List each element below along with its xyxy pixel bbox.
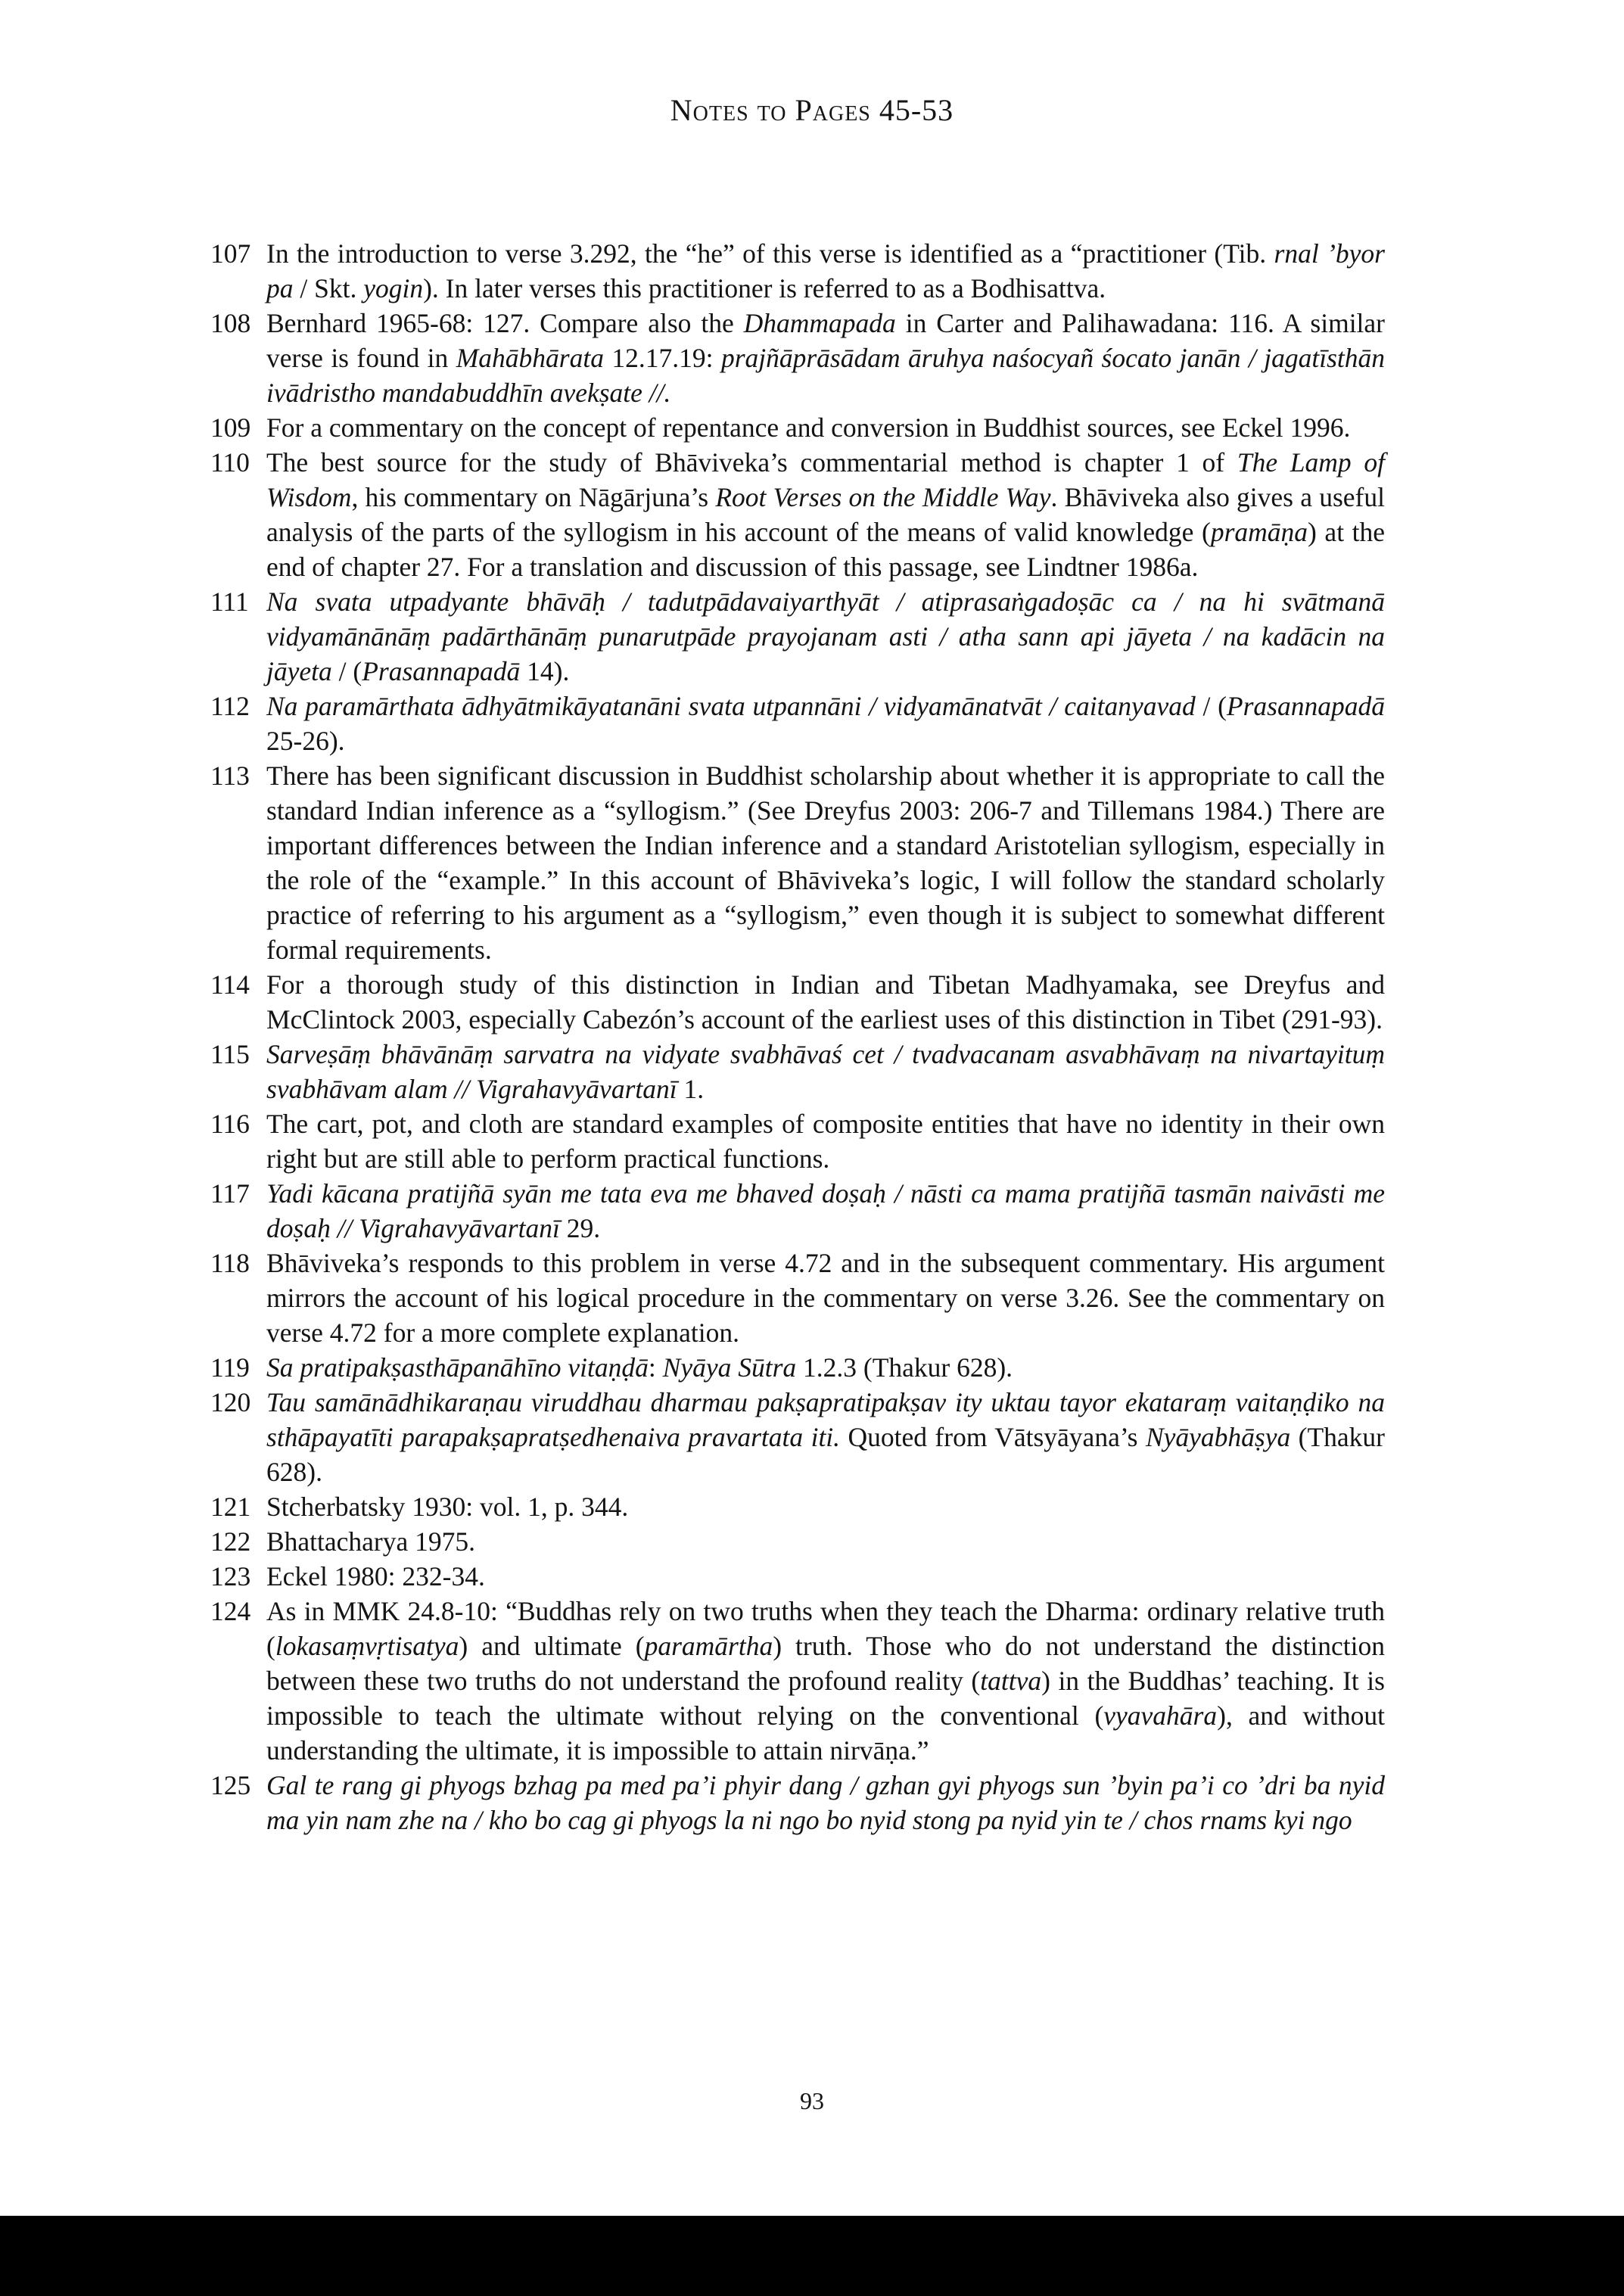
endnote-113 (210, 758, 1385, 967)
endnote-text: Sarveṣāṃ bhāvānāṃ sarvatra na vidyate svabhāvaś cet / tvadvacanam asvabhāvaṃ na nivartayituṃ svabhāvam alam // Vigrahavyāvartanī 1. (266, 1039, 1385, 1104)
endnote-110 (210, 445, 1385, 584)
endnote-text: Na paramārthata ādhyātmikāyatanāni svata utpannāni / vidyamānatvāt / caitanyavad / (Prasannapadā 25-26). (266, 691, 1385, 756)
endnote-text: The best source for the study of Bhāviveka’s commentarial method is chapter 1 of The Lamp of Wisdom, his commentary on Nāgārjuna’s Root Verses on the Middle Way. Bhāviveka also gives a useful analysis of the parts of the syllogism in his account of the means of valid knowledge (pramāṇa) at the end of chapter 27. For a translation and discussion of this passage, see Lindtner 1986a. (266, 447, 1386, 582)
endnote-108 (210, 306, 1385, 410)
endnote-number: 117 (210, 1178, 250, 1209)
endnote-number: 119 (210, 1352, 250, 1383)
endnote-118 (210, 1246, 1385, 1350)
endnote-text: The cart, pot, and cloth are standard examples of composite entities that have no identity in their own right but are still able to perform practical functions. (266, 1109, 1385, 1174)
endnote-number: 108 (210, 308, 251, 338)
endnote-text: As in MMK 24.8-10: “Buddhas rely on two truths when they teach the Dharma: ordinary relative truth (lokasaṃvṛtisatya) and ultimate (paramārtha) truth. Those who do not understand the distinction between these two truths do not understand the profound reality (tattva) in the Buddhas’ teaching. It is impossible to teach the ultimate without relying on the conventional (vyavahāra), and without understanding the ultimate, it is impossible to attain nirvāṇa.” (266, 1596, 1385, 1766)
endnote-number: 110 (210, 447, 250, 478)
endnote-number: 122 (210, 1526, 251, 1557)
endnote-109 (210, 410, 1385, 445)
endnote-number: 113 (210, 761, 250, 791)
endnote-number: 123 (210, 1561, 251, 1591)
page-number: 93 (800, 2087, 824, 2114)
endnote-text: Bernhard 1965-68: 127. Compare also the Dhammapada in Carter and Palihawadana: 116. A similar verse is found in Mahābhārata 12.17.19: prajñāprāsādam āruhya naśocyañ śocato janān / jagatīsthān ivādristho mandabuddhīn avekṣate //. (266, 308, 1386, 408)
endnote-124 (210, 1594, 1385, 1768)
endnote-text: Sa pratipakṣasthāpanāhīno vitaṇḍā: Nyāya Sūtra 1.2.3 (Thakur 628). (266, 1352, 1013, 1383)
endnote-119 (210, 1350, 1385, 1385)
endnote-number: 114 (210, 969, 250, 1000)
endnote-121 (210, 1489, 1385, 1524)
endnote-number: 118 (210, 1248, 250, 1278)
endnote-number: 125 (210, 1770, 251, 1800)
endnote-107 (210, 236, 1385, 306)
endnote-number: 124 (210, 1596, 251, 1626)
endnote-number: 111 (210, 586, 249, 617)
endnote-number: 120 (210, 1387, 251, 1417)
endnote-text: Eckel 1980: 232-34. (266, 1561, 485, 1591)
endnote-115 (210, 1037, 1385, 1106)
endnote-text: Tau samānādhikaraṇau viruddhau dharmau pakṣapratipakṣav ity uktau tayor ekataraṃ vaitaṇḍiko na sthāpayatīti parapakṣapratṣedhenaiva pravartata iti. Quoted from Vātsyāyana’s Nyāyabhāṣya (Thakur 628). (266, 1387, 1385, 1487)
endnote-116 (210, 1106, 1385, 1176)
endnote-text: For a commentary on the concept of repentance and conversion in Buddhist sources, see Eckel 1996. (266, 412, 1351, 443)
endnote-number: 112 (210, 691, 250, 721)
running-header: Notes to Pages 45-53 (670, 93, 954, 127)
endnote-122 (210, 1524, 1385, 1559)
endnote-text: In the introduction to verse 3.292, the “he” of this verse is identified as a “practitioner (Tib. rnal ’byor pa / Skt. yogin). In later verses this practitioner is referred to as a Bodhisattva. (266, 238, 1385, 303)
endnote-112 (210, 689, 1385, 758)
endnote-text: There has been significant discussion in Buddhist scholarship about whether it is appropriate to call the standard Indian inference as a “syllogism.” (See Dreyfus 2003: 206-7 and Tillemans 1984.) There are important differences between the Indian inference and a standard Aristotelian syllogism, especially in the role of the “example.” In this account of Bhāviveka’s logic, I will follow the standard scholarly practice of referring to his argument as a “syllogism,” even though it is subject to somewhat different formal requirements. (266, 761, 1385, 965)
endnotes-list (210, 236, 1385, 1837)
endnote-text: Bhāviveka’s responds to this problem in verse 4.72 and in the subsequent commentary. His argument mirrors the account of his logical procedure in the commentary on verse 3.26. See the commentary on verse 4.72 for a more complete explanation. (266, 1248, 1385, 1348)
endnote-117 (210, 1176, 1385, 1246)
endnote-number: 121 (210, 1492, 251, 1522)
endnote-number: 109 (210, 412, 251, 443)
endnote-text: Gal te rang gi phyogs bzhag pa med pa’i phyir dang / gzhan gyi phyogs sun ’byin pa’i co ’dri ba nyid ma yin nam zhe na / kho bo cag gi phyogs la ni ngo bo nyid stong pa nyid yin te / chos rnams kyi ngo (266, 1770, 1385, 1835)
endnote-number: 115 (210, 1039, 250, 1069)
endnote-text: Na svata utpadyante bhāvāḥ / tadutpādavaiyarthyāt / atiprasaṅgadoṣāc ca / na hi svātmanā vidyamānānāṃ padārthānāṃ punarutpāde prayojanam asti / atha sann api jāyeta / na kadācin na jāyeta / (Prasannapadā 14). (266, 586, 1385, 686)
endnote-text: Yadi kācana pratijñā syān me tata eva me bhaved doṣaḥ / nāsti ca mama pratijñā tasmān naivāsti me doṣaḥ // Vigrahavyāvartanī 29. (266, 1178, 1385, 1243)
endnote-120 (210, 1385, 1385, 1489)
endnote-111 (210, 584, 1385, 689)
endnote-text: For a thorough study of this distinction in Indian and Tibetan Madhyamaka, see Dreyfus and McClintock 2003, especially Cabezón’s account of the earliest uses of this distinction in Tibet (291-93). (266, 969, 1385, 1034)
endnote-123 (210, 1559, 1385, 1594)
endnote-text: Bhattacharya 1975. (266, 1526, 476, 1557)
endnote-125 (210, 1768, 1385, 1837)
endnote-number: 107 (210, 238, 251, 269)
endnote-114 (210, 967, 1385, 1037)
scan-border (0, 2216, 1624, 2296)
endnote-text: Stcherbatsky 1930: vol. 1, p. 344. (266, 1492, 629, 1522)
endnote-number: 116 (210, 1109, 250, 1139)
